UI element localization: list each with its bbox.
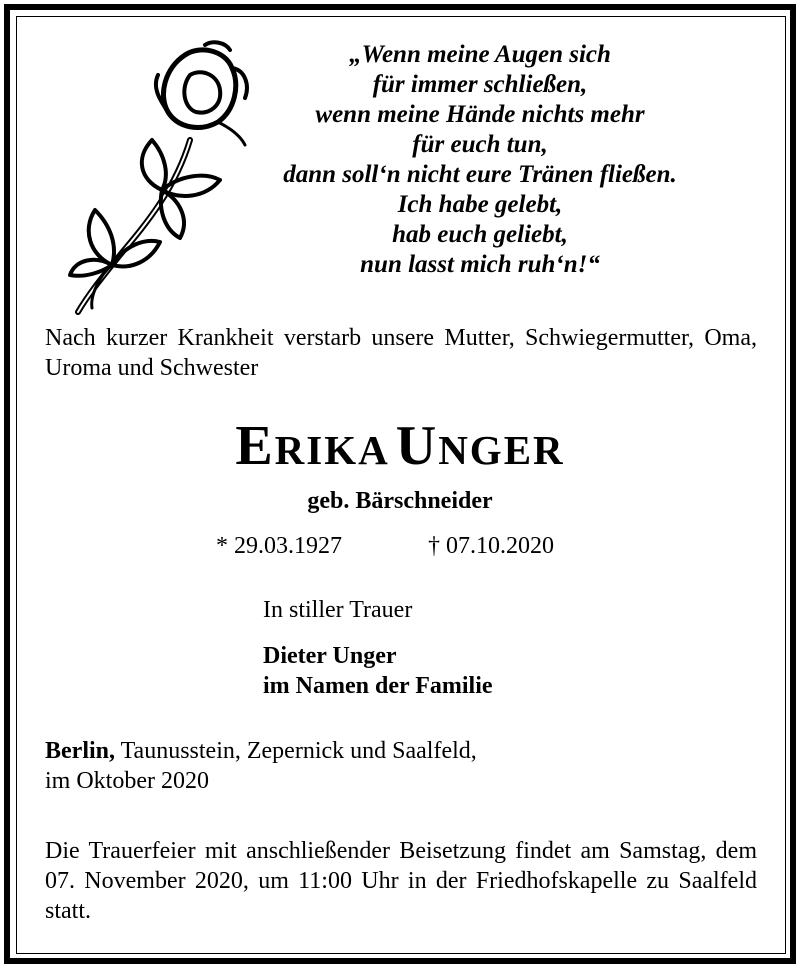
city-bold: Berlin,	[45, 738, 115, 764]
cities-rest: Taunusstein, Zepernick und Saalfeld,	[115, 738, 477, 764]
poem	[250, 40, 710, 280]
places-line	[45, 736, 477, 766]
month-line: im Oktober 2020	[45, 768, 209, 794]
family-note: im Namen der Familie	[263, 673, 493, 699]
death-date: † 07.10.2020	[428, 533, 554, 559]
birth-date: * 29.03.1927	[216, 533, 342, 559]
rose-icon	[40, 40, 260, 315]
intro-text: Nach kurzer Krankheit verstarb unsere Mutter, Schwiegermutter, Oma, Uroma und Schwester	[45, 325, 757, 381]
grief-line: In stiller Trauer	[263, 597, 413, 623]
maiden-name: geb. Bärschneider	[307, 488, 493, 514]
name-first-rest: RIKA	[274, 427, 390, 473]
name-last-rest: NGER	[438, 427, 565, 473]
family-name: Dieter Unger	[263, 643, 397, 669]
poem-line: für euch tun,	[412, 131, 548, 158]
deceased-name	[0, 414, 800, 478]
poem-line: dann soll‘n nicht eure Tränen fließen.	[283, 161, 677, 188]
poem-line: nun lasst mich ruh‘n!“	[360, 251, 600, 278]
place-and-date	[45, 736, 477, 796]
poem-line: Ich habe gelebt,	[397, 191, 563, 218]
poem-line: wenn meine Hände nichts mehr	[315, 101, 645, 128]
ceremony-text: Die Trauerfeier mit anschließender Beisetzung findet am Samstag, dem 07. November 2020, um 11:00 Uhr in der Friedhofskapelle zu Saalfeld statt.	[45, 838, 757, 924]
poem-line: hab euch geliebt,	[392, 221, 568, 248]
poem-line: für immer schließen,	[372, 71, 588, 98]
name-last-initial: U	[395, 415, 439, 477]
poem-line: „Wenn meine Augen sich	[349, 41, 611, 68]
name-first-initial: E	[235, 415, 275, 477]
family-signature	[263, 641, 493, 701]
